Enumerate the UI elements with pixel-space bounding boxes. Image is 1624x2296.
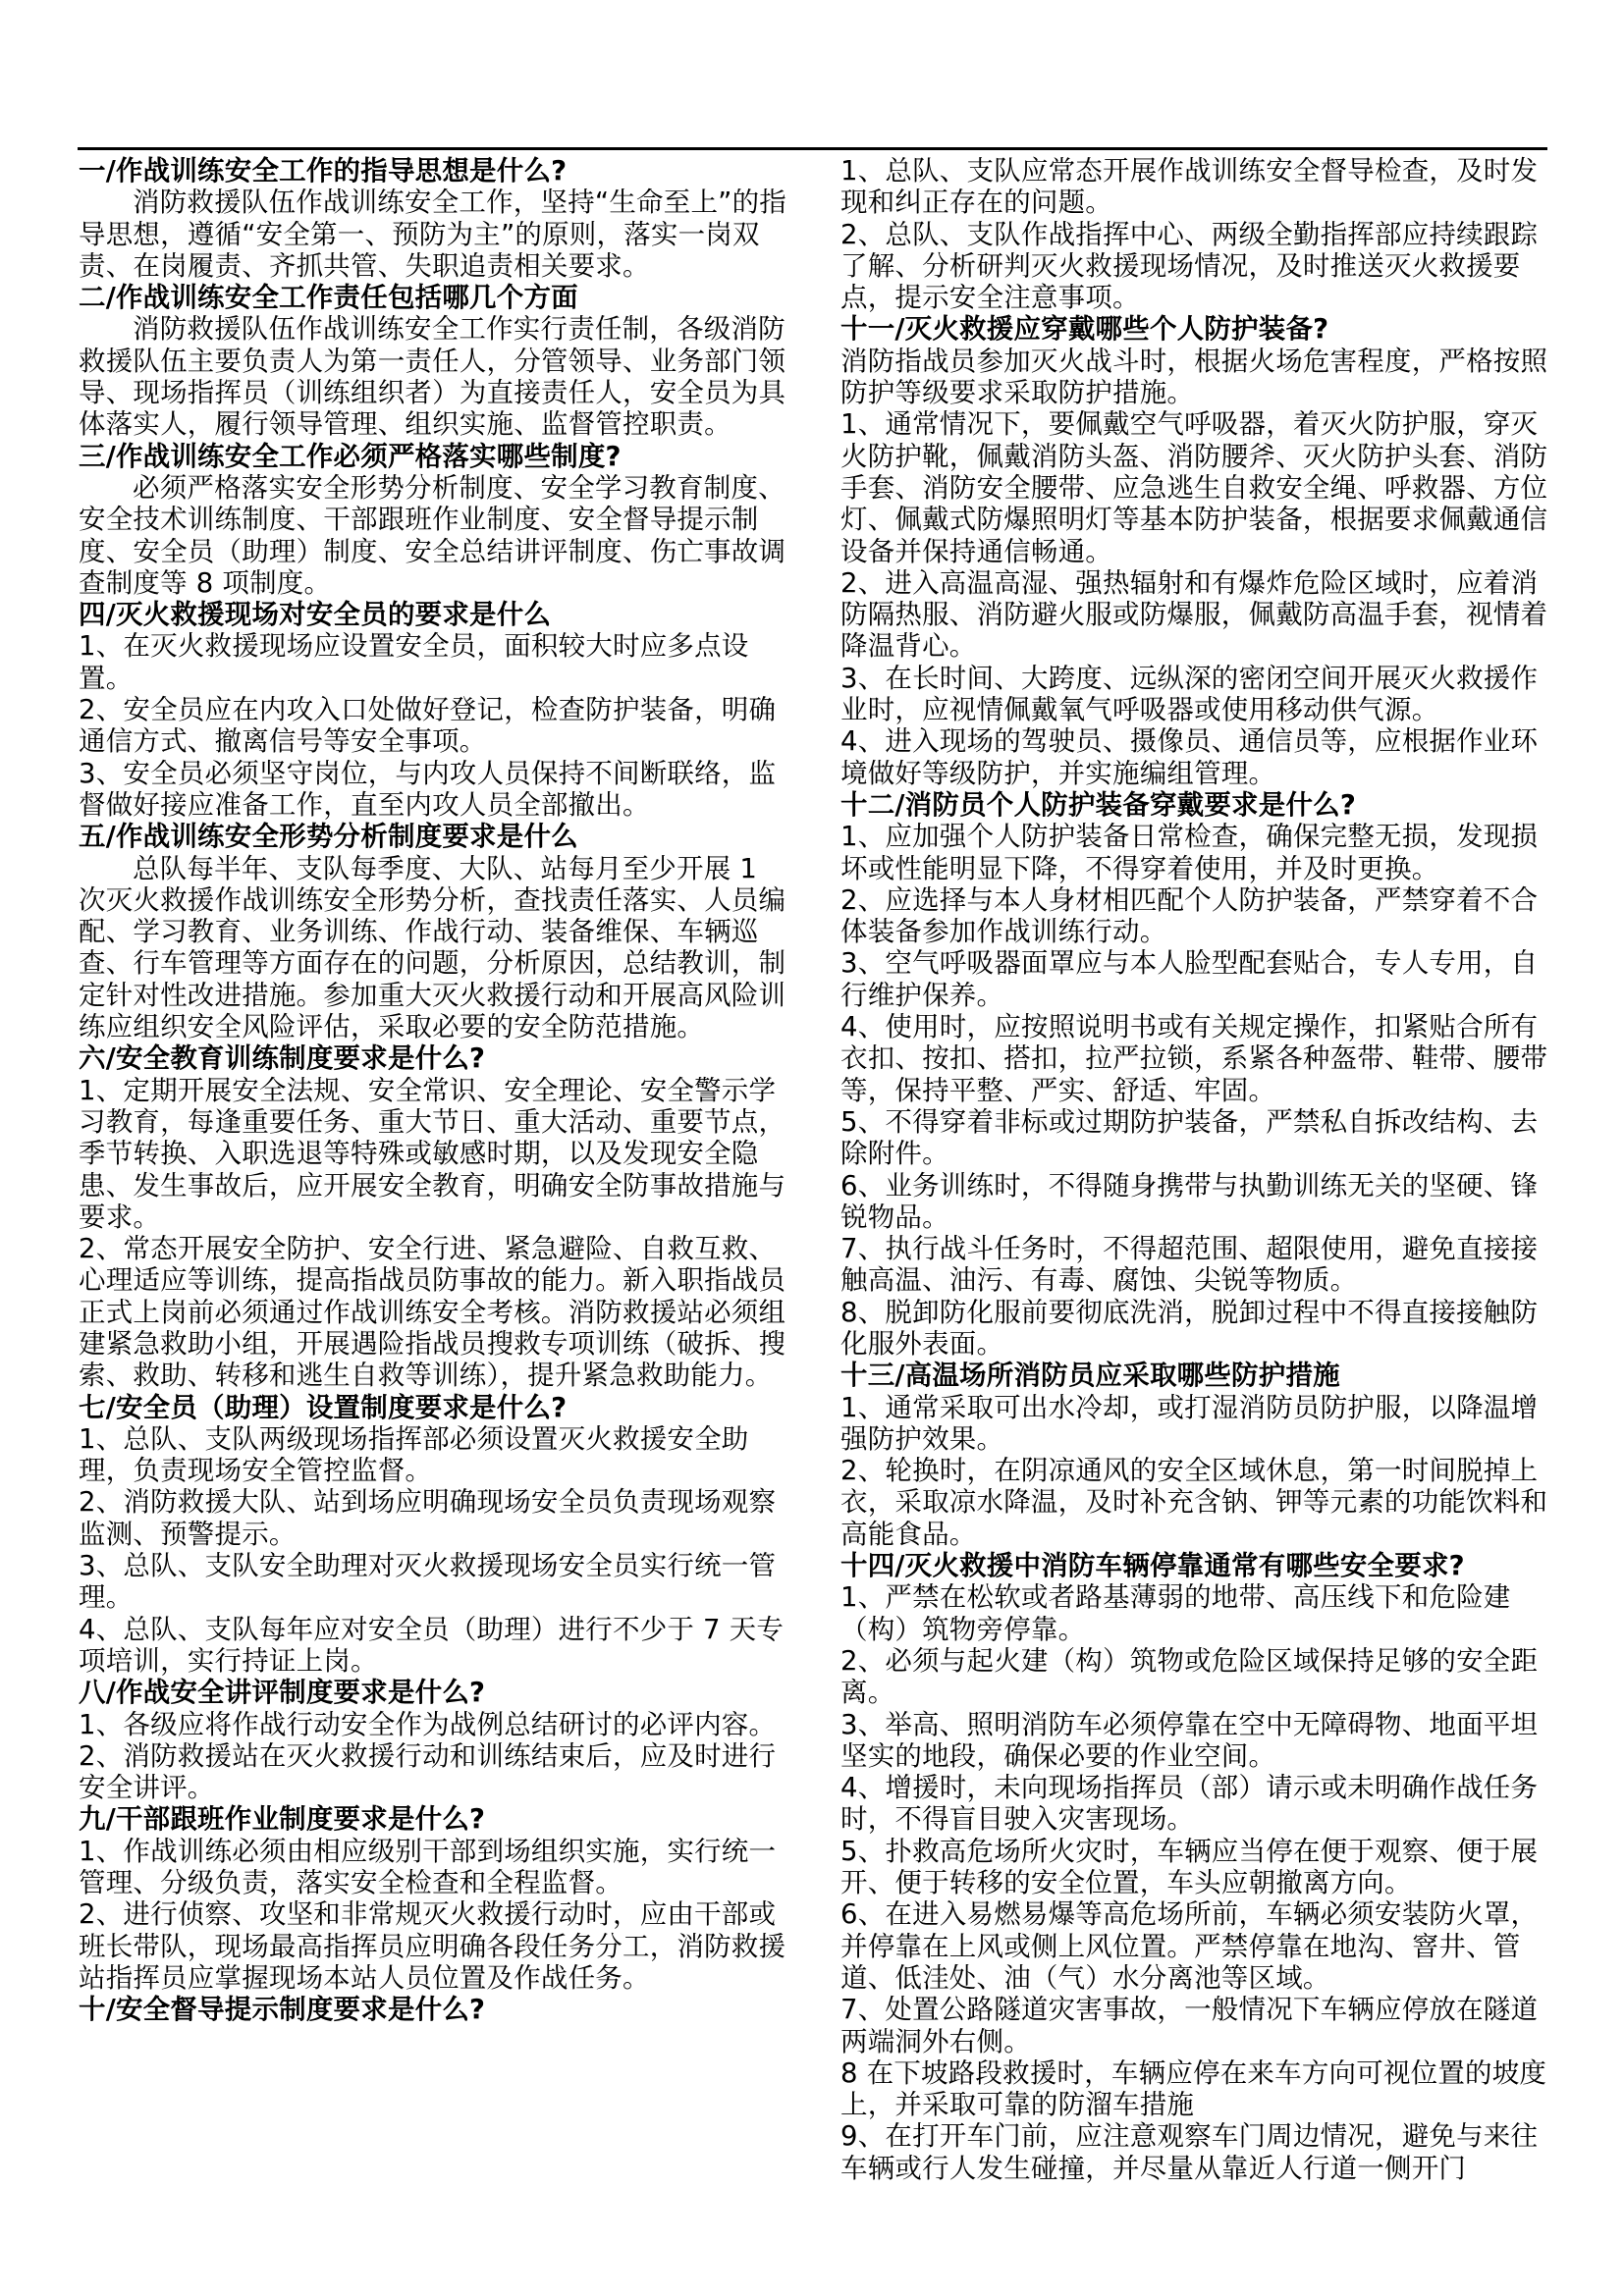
paragraph: 3、安全员必须坚守岗位，与内攻人员保持不间断联络，监督做好接应准备工作，直至内攻人员全部撤出。 — [79, 757, 777, 821]
paragraph: 必须严格落实安全形势分析制度、安全学习教育制度、安全技术训练制度、干部跟班作业制度、安全督导提示制度、安全员（助理）制度、安全总结讲评制度、伤亡事故调查制度等 8 项制度。 — [79, 471, 786, 599]
paragraph: 2、进行侦察、攻坚和非常规灭火救援行动时，应由干部或班长带队，现场最高指挥员应明确各段任务分工，消防救援站指挥员应掌握现场本站人员位置及作战任务。 — [79, 1898, 786, 1994]
paragraph: 4、增援时，未向现场指挥员（部）请示或未明确作战任务时，不得盲目驶入灾害现场。 — [840, 1772, 1539, 1836]
paragraph: 7、执行战斗任务时，不得超范围、超限使用，避免直接接触高温、油污、有毒、腐蚀、尖锐等物质。 — [840, 1233, 1539, 1297]
paragraph: 1、定期开展安全法规、安全常识、安全理论、安全警示学习教育，每逢重要任务、重大节日、重大活动、重要节点，季节转换、入职选退等特殊或敏感时期，以及发现安全隐患、发生事故后，应开展安全教育，明确安全防事故措施与要求。 — [79, 1074, 786, 1233]
paragraph: 3、总队、支队安全助理对灭火救援现场安全员实行统一管理。 — [79, 1550, 777, 1614]
paragraph: 1、总队、支队应常态开展作战训练安全督导检查，及时发现和纠正存在的问题。 — [840, 155, 1539, 219]
paragraph: 1、在灭火救援现场应设置安全员，面积较大时应多点设置。 — [79, 630, 749, 694]
paragraph: 2、必须与起火建（构）筑物或危险区域保持足够的安全距离。 — [840, 1644, 1539, 1709]
paragraph: 2、消防救援站在灭火救援行动和训练结束后，应及时进行安全讲评。 — [79, 1739, 777, 1804]
paragraph: 1、应加强个人防护装备日常检查，确保完整无损，发现损坏或性能明显下降，不得穿着使用，并及时更换。 — [840, 821, 1539, 884]
section-heading: 一/作战训练安全工作的指导思想是什么? — [79, 155, 568, 187]
section-heading: 六/安全教育训练制度要求是什么? — [79, 1042, 486, 1075]
paragraph: 1、总队、支队两级现场指挥部必须设置灭火救援安全助理，负责现场安全管控监督。 — [79, 1422, 749, 1487]
paragraph: 4、使用时，应按照说明书或有关规定操作，扣紧贴合所有衣扣、按扣、搭扣，拉严拉锁，系紧各种盔带、鞋带、腰带等，保持平整、严实、舒适、牢固。 — [840, 1011, 1548, 1106]
paragraph: 3、在长时间、大跨度、远纵深的密闭空间开展灭火救援作业时，应视情佩戴氧气呼吸器或使用移动供气源。 — [840, 662, 1539, 726]
paragraph: 8 在下坡路段救援时，车辆应停在来车方向可视位置的坡度上，并采取可靠的防溜车措施 — [840, 2056, 1547, 2121]
section-heading: 八/作战安全讲评制度要求是什么? — [79, 1677, 486, 1709]
section-heading: 九/干部跟班作业制度要求是什么? — [79, 1803, 486, 1836]
paragraph: 1、通常情况下，要佩戴空气呼吸器，着灭火防护服，穿灭火防护靴，佩戴消防头盔、消防腰斧、灭火防护头套、消防手套、消防安全腰带、应急逃生自救安全绳、呼救器、方位灯、佩戴式防爆照明灯等基本防护装备，根据要求佩戴通信设备并保持通信畅通。 — [840, 408, 1548, 567]
paragraph: 2、常态开展安全防护、安全行进、紧急避险、自救互救、心理适应等训练，提高指战员防事故的能力。新入职指战员正式上岗前必须通过作战训练安全考核。消防救援站必须组建紧急救助小组，开展遇险指战员搜救专项训练（破拆、搜索、救助、转移和逃生自救等训练），提升紧急救助能力。 — [79, 1233, 786, 1392]
paragraph: 1、严禁在松软或者路基薄弱的地带、高压线下和危险建（构）筑物旁停靠。 — [840, 1581, 1511, 1645]
paragraph: 消防救援队伍作战训练安全工作，坚持“生命至上”的指导思想，遵循“安全第一、预防为主”的原则，落实一岗双责、在岗履责、齐抓共管、失职追责相关要求。 — [79, 187, 786, 282]
section-heading: 十一/灭火救援应穿戴哪些个人防护装备? — [840, 313, 1329, 346]
paragraph: 2、消防救援大队、站到场应明确现场安全员负责现场观察监测、预警提示。 — [79, 1486, 777, 1550]
paragraph: 5、不得穿着非标或过期防护装备，严禁私自拆改结构、去除附件。 — [840, 1105, 1539, 1170]
section-heading: 十/安全督导提示制度要求是什么? — [79, 1994, 486, 2026]
section-heading: 三/作战训练安全工作必须严格落实哪些制度? — [79, 440, 622, 472]
paragraph: 2、安全员应在内攻入口处做好登记，检查防护装备，明确通信方式、撤离信号等安全事项。 — [79, 694, 777, 758]
section-heading: 二/作战训练安全工作责任包括哪几个方面 — [79, 282, 578, 314]
section-heading: 十四/灭火救援中消防车辆停靠通常有哪些安全要求? — [840, 1550, 1465, 1582]
paragraph: 2、轮换时，在阴凉通风的安全区域休息，第一时间脱掉上衣，采取凉水降温，及时补充含钠、钾等元素的功能饮料和高能食品。 — [840, 1455, 1548, 1550]
paragraph: 8、脱卸防化服前要彻底洗消，脱卸过程中不得直接接触防化服外表面。 — [840, 1296, 1539, 1360]
paragraph: 7、处置公路隧道灾害事故，一般情况下车辆应停放在隧道两端洞外右侧。 — [840, 1994, 1539, 2057]
paragraph: 5、扑救高危场所火灾时，车辆应当停在便于观察、便于展开、便于转移的安全位置，车头应朝撤离方向。 — [840, 1835, 1539, 1899]
paragraph: 4、总队、支队每年应对安全员（助理）进行不少于 7 天专项培训，实行持证上岗。 — [79, 1613, 785, 1677]
paragraph: 3、举高、照明消防车必须停靠在空中无障碍物、地面平坦坚实的地段，确保必要的作业空间。 — [840, 1708, 1539, 1772]
paragraph: 消防救援队伍作战训练安全工作实行责任制，各级消防救援队伍主要负责人为第一责任人，分管领导、业务部门领导、现场指挥员（训练组织者）为直接责任人，安全员为具体落实人，履行领导管理、组织实施、监督管控职责。 — [79, 313, 786, 441]
header-rule — [78, 147, 1547, 150]
paragraph: 3、空气呼吸器面罩应与本人脸型配套贴合，专人专用，自行维护保养。 — [840, 947, 1539, 1011]
paragraph: 总队每半年、支队每季度、大队、站每月至少开展 1 次灭火救援作战训练安全形势分析，查找责任落实、人员编配、学习教育、业务训练、作战行动、装备维保、车辆巡查、行车管理等方面存在的问题，分析原因，总结教训，制定针对性改进措施。参加重大灭火救援行动和开展高风险训练应组织安全风险评估，采取必要的安全防范措施。 — [79, 852, 786, 1043]
paragraph: 9、在打开车门前，应注意观察车门周边情况，避免与来往车辆或行人发生碰撞，并尽量从靠近人行道一侧开门 — [840, 2120, 1539, 2184]
paragraph: 消防指战员参加灭火战斗时，根据火场危害程度，严格按照防护等级要求采取防护措施。 — [840, 345, 1548, 409]
right-column — [840, 155, 1549, 2184]
left-column — [79, 155, 787, 2026]
paragraph: 1、通常采取可出水冷却，或打湿消防员防护服，以降温增强防护效果。 — [840, 1391, 1539, 1455]
paragraph: 2、进入高温高湿、强热辐射和有爆炸危险区域时，应着消防隔热服、消防避火服或防爆服，佩戴防高温手套，视情着降温背心。 — [840, 566, 1548, 663]
paragraph: 4、进入现场的驾驶员、摄像员、通信员等，应根据作业环境做好等级防护，并实施编组管理。 — [840, 725, 1539, 789]
section-heading: 五/作战训练安全形势分析制度要求是什么 — [79, 821, 578, 853]
paragraph: 1、各级应将作战行动安全作为战例总结研讨的必评内容。 — [79, 1708, 777, 1740]
section-heading: 四/灭火救援现场对安全员的要求是什么 — [79, 599, 552, 631]
paragraph: 6、业务训练时，不得随身携带与执勤训练无关的坚硬、锋锐物品。 — [840, 1169, 1539, 1233]
paragraph: 2、应选择与本人身材相匹配个人防护装备，严禁穿着不合体装备参加作战训练行动。 — [840, 883, 1539, 948]
section-heading: 十三/高温场所消防员应采取哪些防护措施 — [840, 1360, 1340, 1392]
paragraph: 2、总队、支队作战指挥中心、两级全勤指挥部应持续跟踪了解、分析研判灭火救援现场情况，及时推送灭火救援要点，提示安全注意事项。 — [840, 218, 1539, 314]
section-heading: 七/安全员（助理）设置制度要求是什么? — [79, 1391, 568, 1423]
paragraph: 1、作战训练必须由相应级别干部到场组织实施，实行统一管理、分级负责，落实安全检查和全程监督。 — [79, 1835, 777, 1899]
section-heading: 十二/消防员个人防护装备穿戴要求是什么? — [840, 788, 1356, 821]
paragraph: 6、在进入易燃易爆等高危场所前，车辆必须安装防火罩，并停靠在上风或侧上风位置。严禁停靠在地沟、窨井、管道、低洼处、油（气）水分离池等区域。 — [840, 1898, 1539, 1994]
